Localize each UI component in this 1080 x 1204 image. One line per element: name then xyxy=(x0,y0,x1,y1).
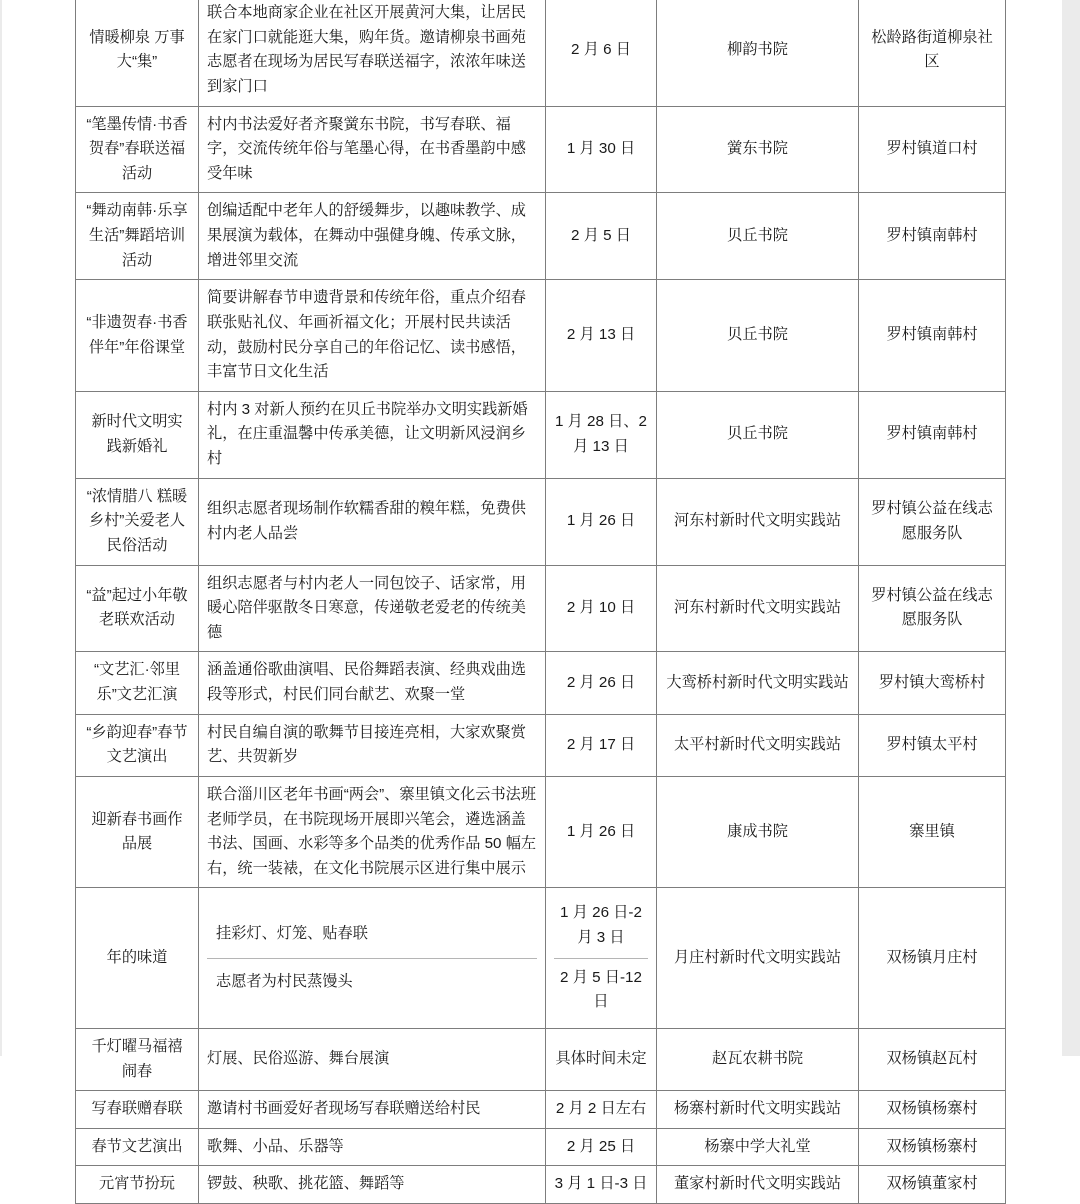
table-row xyxy=(76,280,1006,392)
sub-date-table xyxy=(554,894,648,1022)
cell-activity-venue: 杨寨村新时代文明实践站 xyxy=(657,1091,859,1129)
cell-activity-content: 组织志愿者与村内老人一同包饺子、话家常，用暖心陪伴驱散冬日寒意，传递敬老爱老的传统美德 xyxy=(199,565,546,652)
cell-activity-content: 锣鼓、秧歌、挑花篮、舞蹈等 xyxy=(199,1166,546,1204)
cell-activity-name: “文艺汇·邻里乐”文艺汇演 xyxy=(76,652,199,714)
cell-activity-name: 年的味道 xyxy=(76,888,199,1029)
schedule-table-container xyxy=(75,0,1005,1204)
table-row xyxy=(76,652,1006,714)
table-row xyxy=(76,1166,1006,1204)
cell-activity-venue: 河东村新时代文明实践站 xyxy=(657,478,859,565)
cell-activity-date: 1 月 30 日 xyxy=(546,106,657,193)
sub-row xyxy=(554,958,648,1022)
cell-activity-area: 双杨镇董家村 xyxy=(859,1166,1006,1204)
table-row xyxy=(76,391,1006,478)
table-row xyxy=(76,478,1006,565)
cell-activity-content: 联合本地商家企业在社区开展黄河大集，让居民在家门口就能逛大集，购年货。邀请柳泉书画苑志愿者在现场为居民写春联送福字，浓浓年味送到家门口 xyxy=(199,0,546,106)
activity-schedule-table xyxy=(75,0,1006,1204)
sub-row xyxy=(207,911,537,958)
cell-sub-date: 2 月 5 日-12 日 xyxy=(554,958,648,1022)
cell-activity-date: 2 月 13 日 xyxy=(546,280,657,392)
cell-activity-date: 2 月 5 日 xyxy=(546,193,657,280)
cell-activity-content: 村内 3 对新人预约在贝丘书院举办文明实践新婚礼，在庄重温馨中传承美德，让文明新风浸润乡村 xyxy=(199,391,546,478)
cell-activity-venue: 董家村新时代文明实践站 xyxy=(657,1166,859,1204)
cell-activity-name: “浓情腊八 糕暖乡村”关爱老人民俗活动 xyxy=(76,478,199,565)
table-row xyxy=(76,714,1006,776)
cell-activity-name: “益”起过小年敬老联欢活动 xyxy=(76,565,199,652)
cell-sub-date: 1 月 26 日-2 月 3 日 xyxy=(554,894,648,958)
cell-activity-name: 新时代文明实践新婚礼 xyxy=(76,391,199,478)
table-row xyxy=(76,1091,1006,1129)
cell-activity-content: 涵盖通俗歌曲演唱、民俗舞蹈表演、经典戏曲选段等形式，村民们同台献艺、欢聚一堂 xyxy=(199,652,546,714)
cell-activity-content: 村民自编自演的歌舞节目接连亮相，大家欢聚赏艺、共贺新岁 xyxy=(199,714,546,776)
cell-activity-venue: 贝丘书院 xyxy=(657,391,859,478)
cell-activity-venue: 康成书院 xyxy=(657,776,859,888)
cell-activity-venue: 河东村新时代文明实践站 xyxy=(657,565,859,652)
cell-activity-name: “乡韵迎春”春节文艺演出 xyxy=(76,714,199,776)
cell-activity-content: 简要讲解春节申遗背景和传统年俗，重点介绍春联张贴礼仪、年画祈福文化；开展村民共读活动，鼓励村民分享自己的年俗记忆、读书感悟，丰富节日文化生活 xyxy=(199,280,546,392)
cell-activity-area: 罗村镇大鸾桥村 xyxy=(859,652,1006,714)
table-row xyxy=(76,0,1006,106)
cell-activity-name: “舞动南韩·乐享生活”舞蹈培训活动 xyxy=(76,193,199,280)
cell-activity-area: 双杨镇赵瓦村 xyxy=(859,1028,1006,1090)
cell-activity-name: “笔墨传情·书香贺春”春联送福活动 xyxy=(76,106,199,193)
cell-activity-venue: 太平村新时代文明实践站 xyxy=(657,714,859,776)
cell-activity-content: 歌舞、小品、乐器等 xyxy=(199,1128,546,1166)
cell-activity-area: 双杨镇杨寨村 xyxy=(859,1091,1006,1129)
cell-activity-content: 创编适配中老年人的舒缓舞步，以趣味教学、成果展演为载体，在舞动中强健身魄、传承文脉，增进邻里交流 xyxy=(199,193,546,280)
cell-activity-area: 罗村镇南韩村 xyxy=(859,280,1006,392)
sub-row xyxy=(207,958,537,1005)
cell-activity-area: 罗村镇南韩村 xyxy=(859,391,1006,478)
cell-activity-name: “非遗贺春·书香伴年”年俗课堂 xyxy=(76,280,199,392)
cell-activity-date: 1 月 26 日 xyxy=(546,478,657,565)
cell-activity-venue: 黉东书院 xyxy=(657,106,859,193)
right-gutter xyxy=(1062,0,1080,1056)
cell-activity-venue: 大鸾桥村新时代文明实践站 xyxy=(657,652,859,714)
cell-activity-content: 灯展、民俗巡游、舞台展演 xyxy=(199,1028,546,1090)
cell-activity-content: 邀请村书画爱好者现场写春联赠送给村民 xyxy=(199,1091,546,1129)
cell-activity-date: 1 月 28 日、2 月 13 日 xyxy=(546,391,657,478)
cell-activity-content: 组织志愿者现场制作软糯香甜的糗年糕，免费供村内老人品尝 xyxy=(199,478,546,565)
table-row xyxy=(76,106,1006,193)
cell-activity-area: 罗村镇太平村 xyxy=(859,714,1006,776)
cell-activity-content: 联合淄川区老年书画“两会”、寨里镇文化云书法班老师学员，在书院现场开展即兴笔会，遴选涵盖书法、国画、水彩等多个品类的优秀作品 50 幅左右，统一装裱，在文化书院展示区进行集中展示 xyxy=(199,776,546,888)
cell-activity-date: 1 月 26 日 xyxy=(546,776,657,888)
cell-activity-date: 2 月 2 日左右 xyxy=(546,1091,657,1129)
cell-activity-date-group xyxy=(546,888,657,1029)
cell-activity-name: 情暖柳泉 万事大“集” xyxy=(76,0,199,106)
table-row-merged xyxy=(76,888,1006,1029)
cell-activity-content: 村内书法爱好者齐聚黉东书院，书写春联、福字，交流传统年俗与笔墨心得，在书香墨韵中感受年味 xyxy=(199,106,546,193)
cell-activity-area: 罗村镇道口村 xyxy=(859,106,1006,193)
cell-activity-area: 双杨镇月庄村 xyxy=(859,888,1006,1029)
cell-activity-name: 春节文艺演出 xyxy=(76,1128,199,1166)
cell-activity-date: 2 月 6 日 xyxy=(546,0,657,106)
table-row xyxy=(76,565,1006,652)
cell-activity-name: 元宵节扮玩 xyxy=(76,1166,199,1204)
cell-activity-date: 具体时间未定 xyxy=(546,1028,657,1090)
cell-sub-content: 志愿者为村民蒸馒头 xyxy=(207,958,537,1005)
cell-activity-venue: 赵瓦农耕书院 xyxy=(657,1028,859,1090)
cell-sub-content: 挂彩灯、灯笼、贴春联 xyxy=(207,911,537,958)
cell-activity-name: 千灯曜马福禧闹春 xyxy=(76,1028,199,1090)
cell-activity-area: 双杨镇杨寨村 xyxy=(859,1128,1006,1166)
left-gutter xyxy=(0,0,2,1056)
table-row xyxy=(76,1028,1006,1090)
table-row xyxy=(76,776,1006,888)
cell-activity-venue: 贝丘书院 xyxy=(657,193,859,280)
cell-activity-date: 2 月 26 日 xyxy=(546,652,657,714)
cell-activity-area: 罗村镇公益在线志愿服务队 xyxy=(859,478,1006,565)
cell-activity-area: 罗村镇公益在线志愿服务队 xyxy=(859,565,1006,652)
cell-activity-venue: 杨寨中学大礼堂 xyxy=(657,1128,859,1166)
cell-activity-date: 2 月 10 日 xyxy=(546,565,657,652)
cell-activity-name: 迎新春书画作品展 xyxy=(76,776,199,888)
cell-activity-venue: 柳韵书院 xyxy=(657,0,859,106)
cell-activity-date: 2 月 25 日 xyxy=(546,1128,657,1166)
cell-activity-name: 写春联赠春联 xyxy=(76,1091,199,1129)
sub-row xyxy=(554,894,648,958)
sub-content-table xyxy=(207,911,537,1005)
cell-activity-area: 松龄路街道柳泉社区 xyxy=(859,0,1006,106)
cell-activity-date: 2 月 17 日 xyxy=(546,714,657,776)
table-row xyxy=(76,1128,1006,1166)
cell-activity-venue: 贝丘书院 xyxy=(657,280,859,392)
cell-activity-area: 罗村镇南韩村 xyxy=(859,193,1006,280)
cell-activity-date: 3 月 1 日-3 日 xyxy=(546,1166,657,1204)
table-row xyxy=(76,193,1006,280)
cell-activity-area: 寨里镇 xyxy=(859,776,1006,888)
cell-activity-venue: 月庄村新时代文明实践站 xyxy=(657,888,859,1029)
cell-activity-content-group xyxy=(199,888,546,1029)
table-body xyxy=(76,0,1006,1204)
